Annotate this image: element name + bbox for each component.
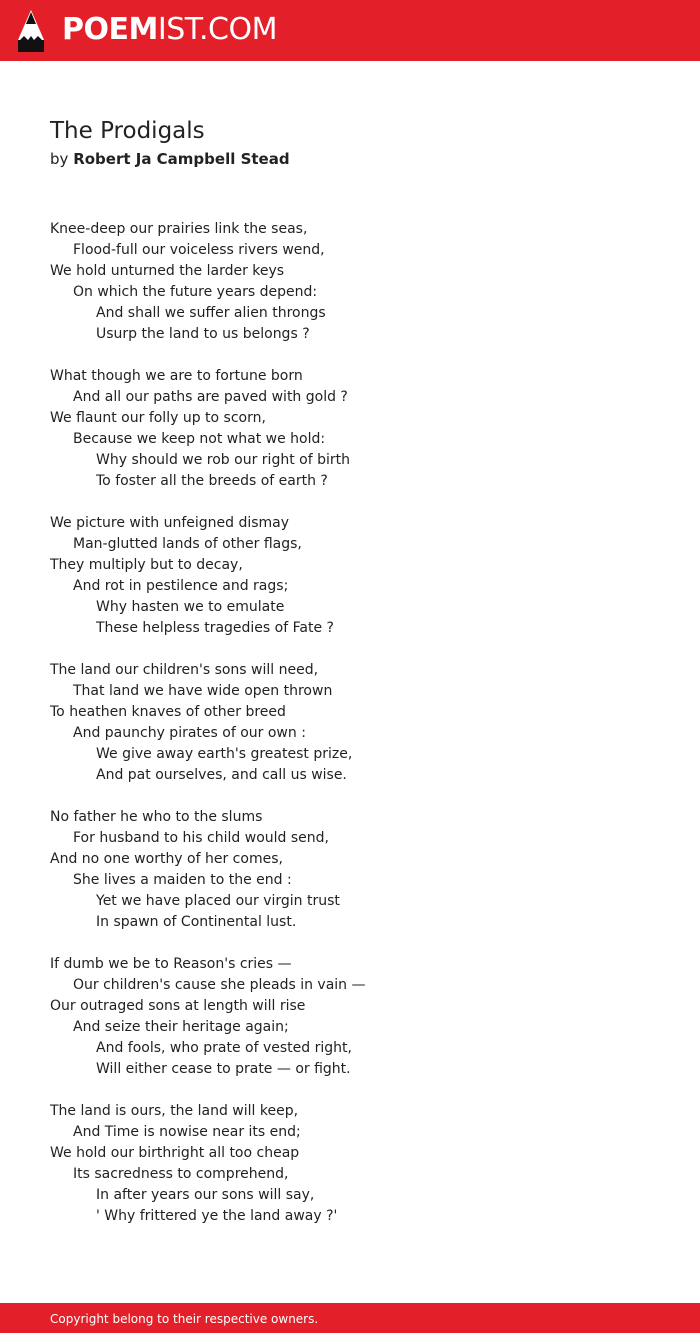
poem-line: The land our children's sons will need, — [50, 662, 319, 678]
poem-line: To heathen knaves of other breed — [50, 704, 286, 720]
site-logo[interactable] — [62, 12, 277, 48]
poem-line: No father he who to the slums — [50, 809, 263, 825]
stanza — [50, 660, 670, 786]
stanza — [50, 219, 670, 345]
by-label: by — [50, 150, 69, 168]
poem-line: Why should we rob our right of birth — [96, 452, 350, 468]
stanza — [50, 807, 670, 933]
poem-line: Will either cease to prate — or fight. — [96, 1061, 351, 1077]
poem-line: Yet we have placed our virgin trust — [96, 893, 340, 909]
poem-line: On which the future years depend: — [73, 284, 318, 300]
poem-line: We hold our birthright all too cheap — [50, 1145, 300, 1161]
poem-line: We flaunt our folly up to scorn, — [50, 410, 266, 426]
poem-line: To foster all the breeds of earth ? — [96, 473, 328, 489]
poem-line: In spawn of Continental lust. — [96, 914, 297, 930]
poem-line: We hold unturned the larder keys — [50, 263, 285, 279]
poem-line: And seize their heritage again; — [73, 1019, 289, 1035]
logo-text-bold: POEM — [62, 12, 158, 47]
poem-title: The Prodigals — [50, 118, 205, 144]
poem-line: Our outraged sons at length will rise — [50, 998, 306, 1014]
stanza — [50, 954, 670, 1080]
poem-line: And no one worthy of her comes, — [50, 851, 283, 867]
stanza — [50, 366, 670, 492]
poem-body — [50, 219, 670, 1248]
poem-line: ' Why frittered ye the land away ?' — [96, 1208, 338, 1224]
poem-line: They multiply but to decay, — [50, 557, 243, 573]
poem-line: And Time is nowise near its end; — [73, 1124, 301, 1140]
byline — [50, 149, 290, 169]
poem-line: She lives a maiden to the end : — [73, 872, 292, 888]
poem-line: Man-glutted lands of other flags, — [73, 536, 302, 552]
poem-line: Why hasten we to emulate — [96, 599, 285, 615]
stanza — [50, 513, 670, 639]
poem-line: Usurp the land to us belongs ? — [96, 326, 310, 342]
poem-line: Our children's cause she pleads in vain — — [73, 977, 366, 993]
poem-line: Its sacredness to comprehend, — [73, 1166, 289, 1182]
copyright-notice: Copyright belong to their respective owners. — [50, 1312, 319, 1326]
poem-line: In after years our sons will say, — [96, 1187, 315, 1203]
poem-line: And shall we suffer alien throngs — [96, 305, 326, 321]
site-footer — [0, 1303, 700, 1333]
poem-line: For husband to his child would send, — [73, 830, 329, 846]
poem-line: We picture with unfeigned dismay — [50, 515, 290, 531]
poem-line: And paunchy pirates of our own : — [73, 725, 306, 741]
poem-line: And pat ourselves, and call us wise. — [96, 767, 347, 783]
logo-text-light: IST.COM — [157, 12, 277, 47]
poem-line: Flood-full our voiceless rivers wend, — [73, 242, 325, 258]
poem-line: These helpless tragedies of Fate ? — [96, 620, 334, 636]
site-header — [0, 0, 700, 61]
author-name: Robert Ja Campbell Stead — [73, 150, 290, 168]
poem-line: Because we keep not what we hold: — [73, 431, 326, 447]
poem-line: The land is ours, the land will keep, — [50, 1103, 299, 1119]
poem-line: And fools, who prate of vested right, — [96, 1040, 352, 1056]
poem-line: We give away earth's greatest prize, — [96, 746, 353, 762]
poem-line: And rot in pestilence and rags; — [73, 578, 289, 594]
poem-line: And all our paths are paved with gold ? — [73, 389, 348, 405]
stanza — [50, 1101, 670, 1227]
poem-line: Knee-deep our prairies link the seas, — [50, 221, 308, 237]
pencil-tip-icon — [18, 10, 44, 52]
poem-line: What though we are to fortune born — [50, 368, 303, 384]
poem-line: That land we have wide open thrown — [73, 683, 333, 699]
poem-line: If dumb we be to Reason's cries — — [50, 956, 292, 972]
